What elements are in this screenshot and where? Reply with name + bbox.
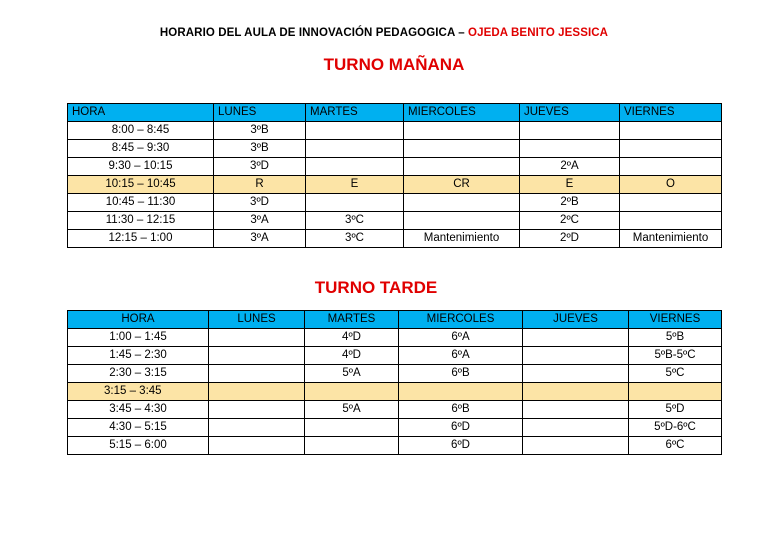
time-cell: 11:30 – 12:15 [68, 212, 214, 230]
column-header: LUNES [214, 104, 306, 122]
table-cell [404, 212, 520, 230]
time-cell: 3:45 – 4:30 [68, 401, 209, 419]
time-cell: 2:30 – 3:15 [68, 365, 209, 383]
table-cell [306, 194, 404, 212]
column-header: HORA [68, 104, 214, 122]
table-row [68, 140, 722, 158]
table-cell [209, 365, 305, 383]
table-cell [523, 329, 629, 347]
table-row [68, 212, 722, 230]
time-cell: 8:45 – 9:30 [68, 140, 214, 158]
table-cell: 3ºB [214, 122, 306, 140]
table-cell: CR [404, 176, 520, 194]
column-header: MARTES [305, 311, 399, 329]
table-cell: 6ºD [399, 419, 523, 437]
table-cell: 4ºD [305, 329, 399, 347]
column-header: JUEVES [523, 311, 629, 329]
table-cell: 2ºB [520, 194, 620, 212]
table-row [68, 437, 722, 455]
column-header: LUNES [209, 311, 305, 329]
teacher-name: OJEDA BENITO JESSICA [468, 27, 609, 39]
break-row [68, 383, 722, 401]
table-cell: 5ºA [305, 401, 399, 419]
table-cell: 6ºB [399, 401, 523, 419]
table-cell [404, 122, 520, 140]
table-cell: 2ºD [520, 230, 620, 248]
table-header-row [68, 311, 722, 329]
time-cell: 9:30 – 10:15 [68, 158, 214, 176]
table-cell: R [214, 176, 306, 194]
table-cell [306, 140, 404, 158]
table-cell [520, 140, 620, 158]
table-row [68, 365, 722, 383]
table-cell: 3ºB [214, 140, 306, 158]
table-cell: 5ºB [629, 329, 722, 347]
table-cell [523, 383, 629, 401]
table-cell: 5ºD-6ºC [629, 419, 722, 437]
morning-schedule-table [67, 103, 722, 248]
afternoon-shift-title: TURNO TARDE [314, 278, 438, 297]
table-cell: 3ºD [214, 158, 306, 176]
table-cell [209, 401, 305, 419]
table-cell: 3ºC [306, 230, 404, 248]
table-row [68, 419, 722, 437]
column-header: MIERCOLES [404, 104, 520, 122]
morning-shift-title: TURNO MAÑANA [323, 55, 465, 74]
table-cell [404, 194, 520, 212]
table-cell [305, 383, 399, 401]
time-cell: 10:45 – 11:30 [68, 194, 214, 212]
table-cell [306, 122, 404, 140]
time-cell: 1:00 – 1:45 [68, 329, 209, 347]
table-cell: 2ºA [520, 158, 620, 176]
table-header-row [68, 104, 722, 122]
time-cell: 5:15 – 6:00 [68, 437, 209, 455]
table-cell: 5ºD [629, 401, 722, 419]
table-cell: 5ºB-5ºC [629, 347, 722, 365]
time-cell: 1:45 – 2:30 [68, 347, 209, 365]
table-cell [209, 437, 305, 455]
column-header: MARTES [306, 104, 404, 122]
table-cell [523, 419, 629, 437]
time-cell: 3:15 – 3:45 [68, 383, 209, 401]
table-cell: 3ºA [214, 212, 306, 230]
table-cell: 3ºC [306, 212, 404, 230]
time-cell: 8:00 – 8:45 [68, 122, 214, 140]
table-cell [620, 212, 722, 230]
title-separator: – [454, 27, 469, 39]
table-cell [305, 437, 399, 455]
table-cell [523, 401, 629, 419]
table-row [68, 194, 722, 212]
table-row [68, 347, 722, 365]
column-header: VIERNES [629, 311, 722, 329]
time-cell: 10:15 – 10:45 [68, 176, 214, 194]
table-cell [209, 419, 305, 437]
document-title: HORARIO DEL AULA DE INNOVACIÓN PEDAGOGICA [159, 27, 455, 39]
table-row [68, 230, 722, 248]
table-cell [305, 419, 399, 437]
table-cell [620, 158, 722, 176]
column-header: MIERCOLES [399, 311, 523, 329]
table-cell [523, 437, 629, 455]
column-header: JUEVES [520, 104, 620, 122]
document-header [0, 27, 768, 39]
table-cell: 6ºA [399, 347, 523, 365]
table-cell: 2ºC [520, 212, 620, 230]
table-cell [209, 329, 305, 347]
table-cell [523, 365, 629, 383]
table-cell: 6ºD [399, 437, 523, 455]
table-cell: 3ºD [214, 194, 306, 212]
table-cell [404, 158, 520, 176]
table-cell: 6ºB [399, 365, 523, 383]
table-cell [209, 347, 305, 365]
table-row [68, 158, 722, 176]
table-cell [620, 140, 722, 158]
table-cell: Mantenimiento [404, 230, 520, 248]
table-cell: 6ºA [399, 329, 523, 347]
table-cell: 3ºA [214, 230, 306, 248]
table-cell [629, 383, 722, 401]
table-cell [209, 383, 305, 401]
table-cell [306, 158, 404, 176]
table-cell [399, 383, 523, 401]
table-row [68, 401, 722, 419]
break-row [68, 176, 722, 194]
afternoon-schedule-table [67, 310, 722, 455]
table-cell: 4ºD [305, 347, 399, 365]
table-cell [620, 194, 722, 212]
column-header: HORA [68, 311, 209, 329]
table-cell [404, 140, 520, 158]
table-cell: 5ºA [305, 365, 399, 383]
table-cell [523, 347, 629, 365]
table-cell: 5ºC [629, 365, 722, 383]
time-cell: 4:30 – 5:15 [68, 419, 209, 437]
table-cell: E [306, 176, 404, 194]
column-header: VIERNES [620, 104, 722, 122]
table-cell [620, 122, 722, 140]
time-cell: 12:15 – 1:00 [68, 230, 214, 248]
table-cell: E [520, 176, 620, 194]
table-row [68, 329, 722, 347]
table-cell: O [620, 176, 722, 194]
table-cell: Mantenimiento [620, 230, 722, 248]
table-row [68, 122, 722, 140]
table-cell [520, 122, 620, 140]
table-cell: 6ºC [629, 437, 722, 455]
